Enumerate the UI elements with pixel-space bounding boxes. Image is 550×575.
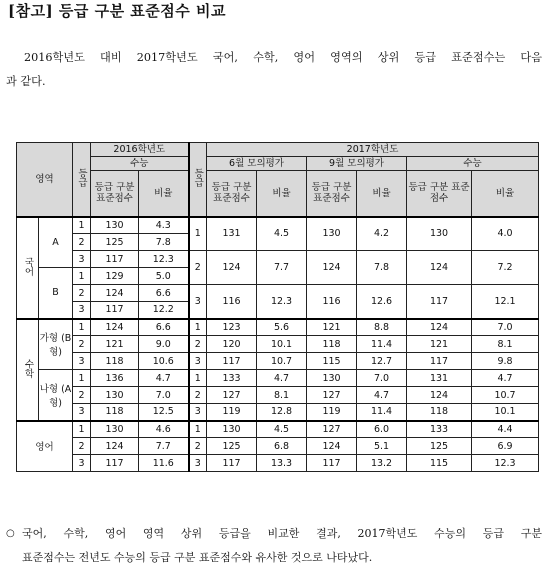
table-cell: 124	[91, 285, 139, 302]
header-mock6: 6월 모의평가	[207, 157, 307, 171]
table-cell: 11.4	[357, 404, 407, 421]
table-cell: 6.6	[139, 285, 189, 302]
subject-korean-b: B	[39, 268, 73, 319]
table-cell: 12.2	[139, 302, 189, 319]
table-cell: 10.1	[472, 404, 539, 421]
table-row	[17, 404, 539, 421]
table-cell: 10.1	[257, 336, 307, 353]
page-title: [참고] 등급 구분 표준점수 비교	[8, 2, 226, 20]
table-cell: 117	[91, 302, 139, 319]
header-2016: 2016학년도	[91, 143, 189, 157]
table-cell: 136	[91, 370, 139, 387]
table-cell: 4.7	[139, 370, 189, 387]
table-cell: 1	[73, 217, 91, 234]
table-cell: 2	[73, 387, 91, 404]
subject-math-na: 나형 (A형)	[39, 370, 73, 421]
subject-math-ga: 가형 (B형)	[39, 319, 73, 370]
table-cell: 6.6	[139, 319, 189, 336]
table-cell: 9.0	[139, 336, 189, 353]
intro-line-2: 과 같다.	[6, 75, 46, 88]
table-cell: 13.2	[357, 455, 407, 472]
table-cell: 121	[407, 336, 472, 353]
table-cell: 12.3	[472, 455, 539, 472]
subject-korean: 국어	[17, 217, 39, 319]
table-cell: 130	[91, 387, 139, 404]
table-cell: 2	[73, 336, 91, 353]
intro-paragraph	[6, 46, 542, 94]
table-cell: 124	[407, 319, 472, 336]
table-cell: 130	[407, 217, 472, 251]
header-2016-suneung: 수능	[91, 157, 189, 171]
table-row	[17, 336, 539, 353]
table-cell: 7.0	[472, 319, 539, 336]
intro-line-1: 2016학년도 대비 2017학년도 국어, 수학, 영어 영역의 상위 등급 표준점수는 다음	[24, 51, 542, 64]
table-cell: 130	[307, 217, 357, 251]
table-cell: 115	[307, 353, 357, 370]
header-cut: 등급 구분 표준점수	[307, 171, 357, 217]
header-cut: 등급 구분 표준점수	[407, 171, 472, 217]
table-cell: 125	[407, 438, 472, 455]
table-cell: 115	[407, 455, 472, 472]
table-cell: 3	[73, 404, 91, 421]
table-cell: 131	[407, 370, 472, 387]
table-cell: 3	[189, 404, 207, 421]
table-cell: 117	[307, 455, 357, 472]
table-cell: 1	[189, 421, 207, 438]
table-cell: 4.2	[357, 217, 407, 251]
header-ratio: 비율	[257, 171, 307, 217]
table-cell: 117	[407, 353, 472, 370]
table-cell: 119	[307, 404, 357, 421]
table-cell: 127	[307, 387, 357, 404]
table-cell: 133	[207, 370, 257, 387]
note-line-2: 표준점수는 전년도 수능의 등급 구분 표준점수와 유사한 것으로 나타났다.	[22, 551, 373, 564]
table-cell: 12.7	[357, 353, 407, 370]
table-cell: 118	[307, 336, 357, 353]
table-cell: 4.7	[357, 387, 407, 404]
table-cell: 12.3	[139, 251, 189, 268]
table-cell: 8.8	[357, 319, 407, 336]
table-cell: 127	[307, 421, 357, 438]
header-ratio: 비율	[139, 171, 189, 217]
table-cell: 121	[91, 336, 139, 353]
table-cell: 118	[91, 404, 139, 421]
table-cell: 7.7	[257, 251, 307, 285]
table-cell: 11.6	[139, 455, 189, 472]
header-cut: 등급 구분 표준점수	[91, 171, 139, 217]
table-cell: 124	[91, 319, 139, 336]
table-row	[17, 353, 539, 370]
table-row	[17, 370, 539, 387]
table-cell: 130	[91, 217, 139, 234]
table-cell: 10.6	[139, 353, 189, 370]
header-2017-suneung: 수능	[407, 157, 539, 171]
table-cell: 4.7	[257, 370, 307, 387]
table-cell: 120	[207, 336, 257, 353]
header-grade-2017: 등급	[189, 143, 207, 217]
table-cell: 1	[189, 319, 207, 336]
table-cell: 116	[207, 285, 257, 319]
table-cell: 10.7	[257, 353, 307, 370]
table-cell: 119	[207, 404, 257, 421]
table-cell: 129	[91, 268, 139, 285]
table-cell: 11.4	[357, 336, 407, 353]
table-cell: 12.1	[472, 285, 539, 319]
subject-math: 수학	[17, 319, 39, 421]
bullet-icon: ○	[6, 528, 15, 539]
table-cell: 123	[207, 319, 257, 336]
table-cell: 3	[73, 455, 91, 472]
table-cell: 6.9	[472, 438, 539, 455]
table-cell: 130	[91, 421, 139, 438]
table-cell: 5.6	[257, 319, 307, 336]
table-cell: 2	[189, 251, 207, 285]
table-cell: 3	[189, 353, 207, 370]
conclusion-note	[6, 522, 542, 570]
table-cell: 117	[407, 285, 472, 319]
table-cell: 7.7	[139, 438, 189, 455]
table-cell: 4.5	[257, 421, 307, 438]
table-cell: 131	[207, 217, 257, 251]
table-cell: 3	[189, 455, 207, 472]
table-cell: 2	[73, 234, 91, 251]
table-cell: 2	[189, 387, 207, 404]
table-cell: 124	[307, 251, 357, 285]
table-cell: 3	[73, 302, 91, 319]
table-cell: 7.0	[357, 370, 407, 387]
table-row	[17, 421, 539, 438]
header-ratio: 비율	[357, 171, 407, 217]
table-cell: 6.0	[357, 421, 407, 438]
subject-korean-a: A	[39, 217, 73, 268]
table-cell: 2	[73, 438, 91, 455]
table-cell: 118	[407, 404, 472, 421]
table-cell: 125	[91, 234, 139, 251]
table-cell: 130	[307, 370, 357, 387]
table-cell: 10.7	[472, 387, 539, 404]
table-cell: 4.5	[257, 217, 307, 251]
table-cell: 1	[189, 370, 207, 387]
table-cell: 6.8	[257, 438, 307, 455]
subject-english: 영어	[17, 421, 73, 472]
table-cell: 124	[307, 438, 357, 455]
table-cell: 121	[307, 319, 357, 336]
table-cell: 7.0	[139, 387, 189, 404]
table-cell: 2	[189, 438, 207, 455]
table-cell: 117	[91, 455, 139, 472]
table-cell: 13.3	[257, 455, 307, 472]
table-cell: 4.6	[139, 421, 189, 438]
table-cell: 4.4	[472, 421, 539, 438]
header-2017: 2017학년도	[207, 143, 539, 157]
table-cell: 124	[91, 438, 139, 455]
header-mock9: 9월 모의평가	[307, 157, 407, 171]
table-cell: 124	[407, 251, 472, 285]
table-cell: 117	[91, 251, 139, 268]
table-cell: 125	[207, 438, 257, 455]
table-cell: 2	[73, 285, 91, 302]
table-cell: 3	[189, 285, 207, 319]
table-cell: 1	[73, 370, 91, 387]
table-cell: 8.1	[257, 387, 307, 404]
table-cell: 3	[73, 251, 91, 268]
table-cell: 7.8	[357, 251, 407, 285]
score-comparison-table	[16, 142, 539, 472]
header-cut: 등급 구분 표준점수	[207, 171, 257, 217]
table-cell: 7.8	[139, 234, 189, 251]
header-area: 영역	[17, 143, 73, 217]
table-cell: 124	[407, 387, 472, 404]
header-grade-2016: 등급	[73, 143, 91, 217]
table-cell: 118	[91, 353, 139, 370]
table-cell: 116	[307, 285, 357, 319]
table-row	[17, 319, 539, 336]
table-cell: 1	[73, 268, 91, 285]
table-cell: 5.0	[139, 268, 189, 285]
header-ratio: 비율	[472, 171, 539, 217]
note-line-1: 국어, 수학, 영어 영역 상위 등급을 비교한 결과, 2017학년도 수능의 등급 구분	[22, 527, 542, 540]
table-cell: 117	[207, 353, 257, 370]
table-cell: 117	[207, 455, 257, 472]
table-cell: 3	[73, 353, 91, 370]
table-cell: 12.8	[257, 404, 307, 421]
table-cell: 124	[207, 251, 257, 285]
table-cell: 5.1	[357, 438, 407, 455]
table-cell: 4.0	[472, 217, 539, 251]
table-cell: 130	[207, 421, 257, 438]
table-cell: 2	[189, 336, 207, 353]
table-row	[17, 455, 539, 472]
table-cell: 7.2	[472, 251, 539, 285]
table-cell: 12.6	[357, 285, 407, 319]
table-cell: 4.7	[472, 370, 539, 387]
table-row	[17, 438, 539, 455]
table-cell: 1	[73, 319, 91, 336]
table-cell: 4.3	[139, 217, 189, 234]
table-cell: 12.3	[257, 285, 307, 319]
table-cell: 12.5	[139, 404, 189, 421]
table-cell: 8.1	[472, 336, 539, 353]
table-cell: 1	[189, 217, 207, 251]
table-cell: 133	[407, 421, 472, 438]
table-cell: 127	[207, 387, 257, 404]
table-row	[17, 387, 539, 404]
table-cell: 9.8	[472, 353, 539, 370]
table-cell: 1	[73, 421, 91, 438]
